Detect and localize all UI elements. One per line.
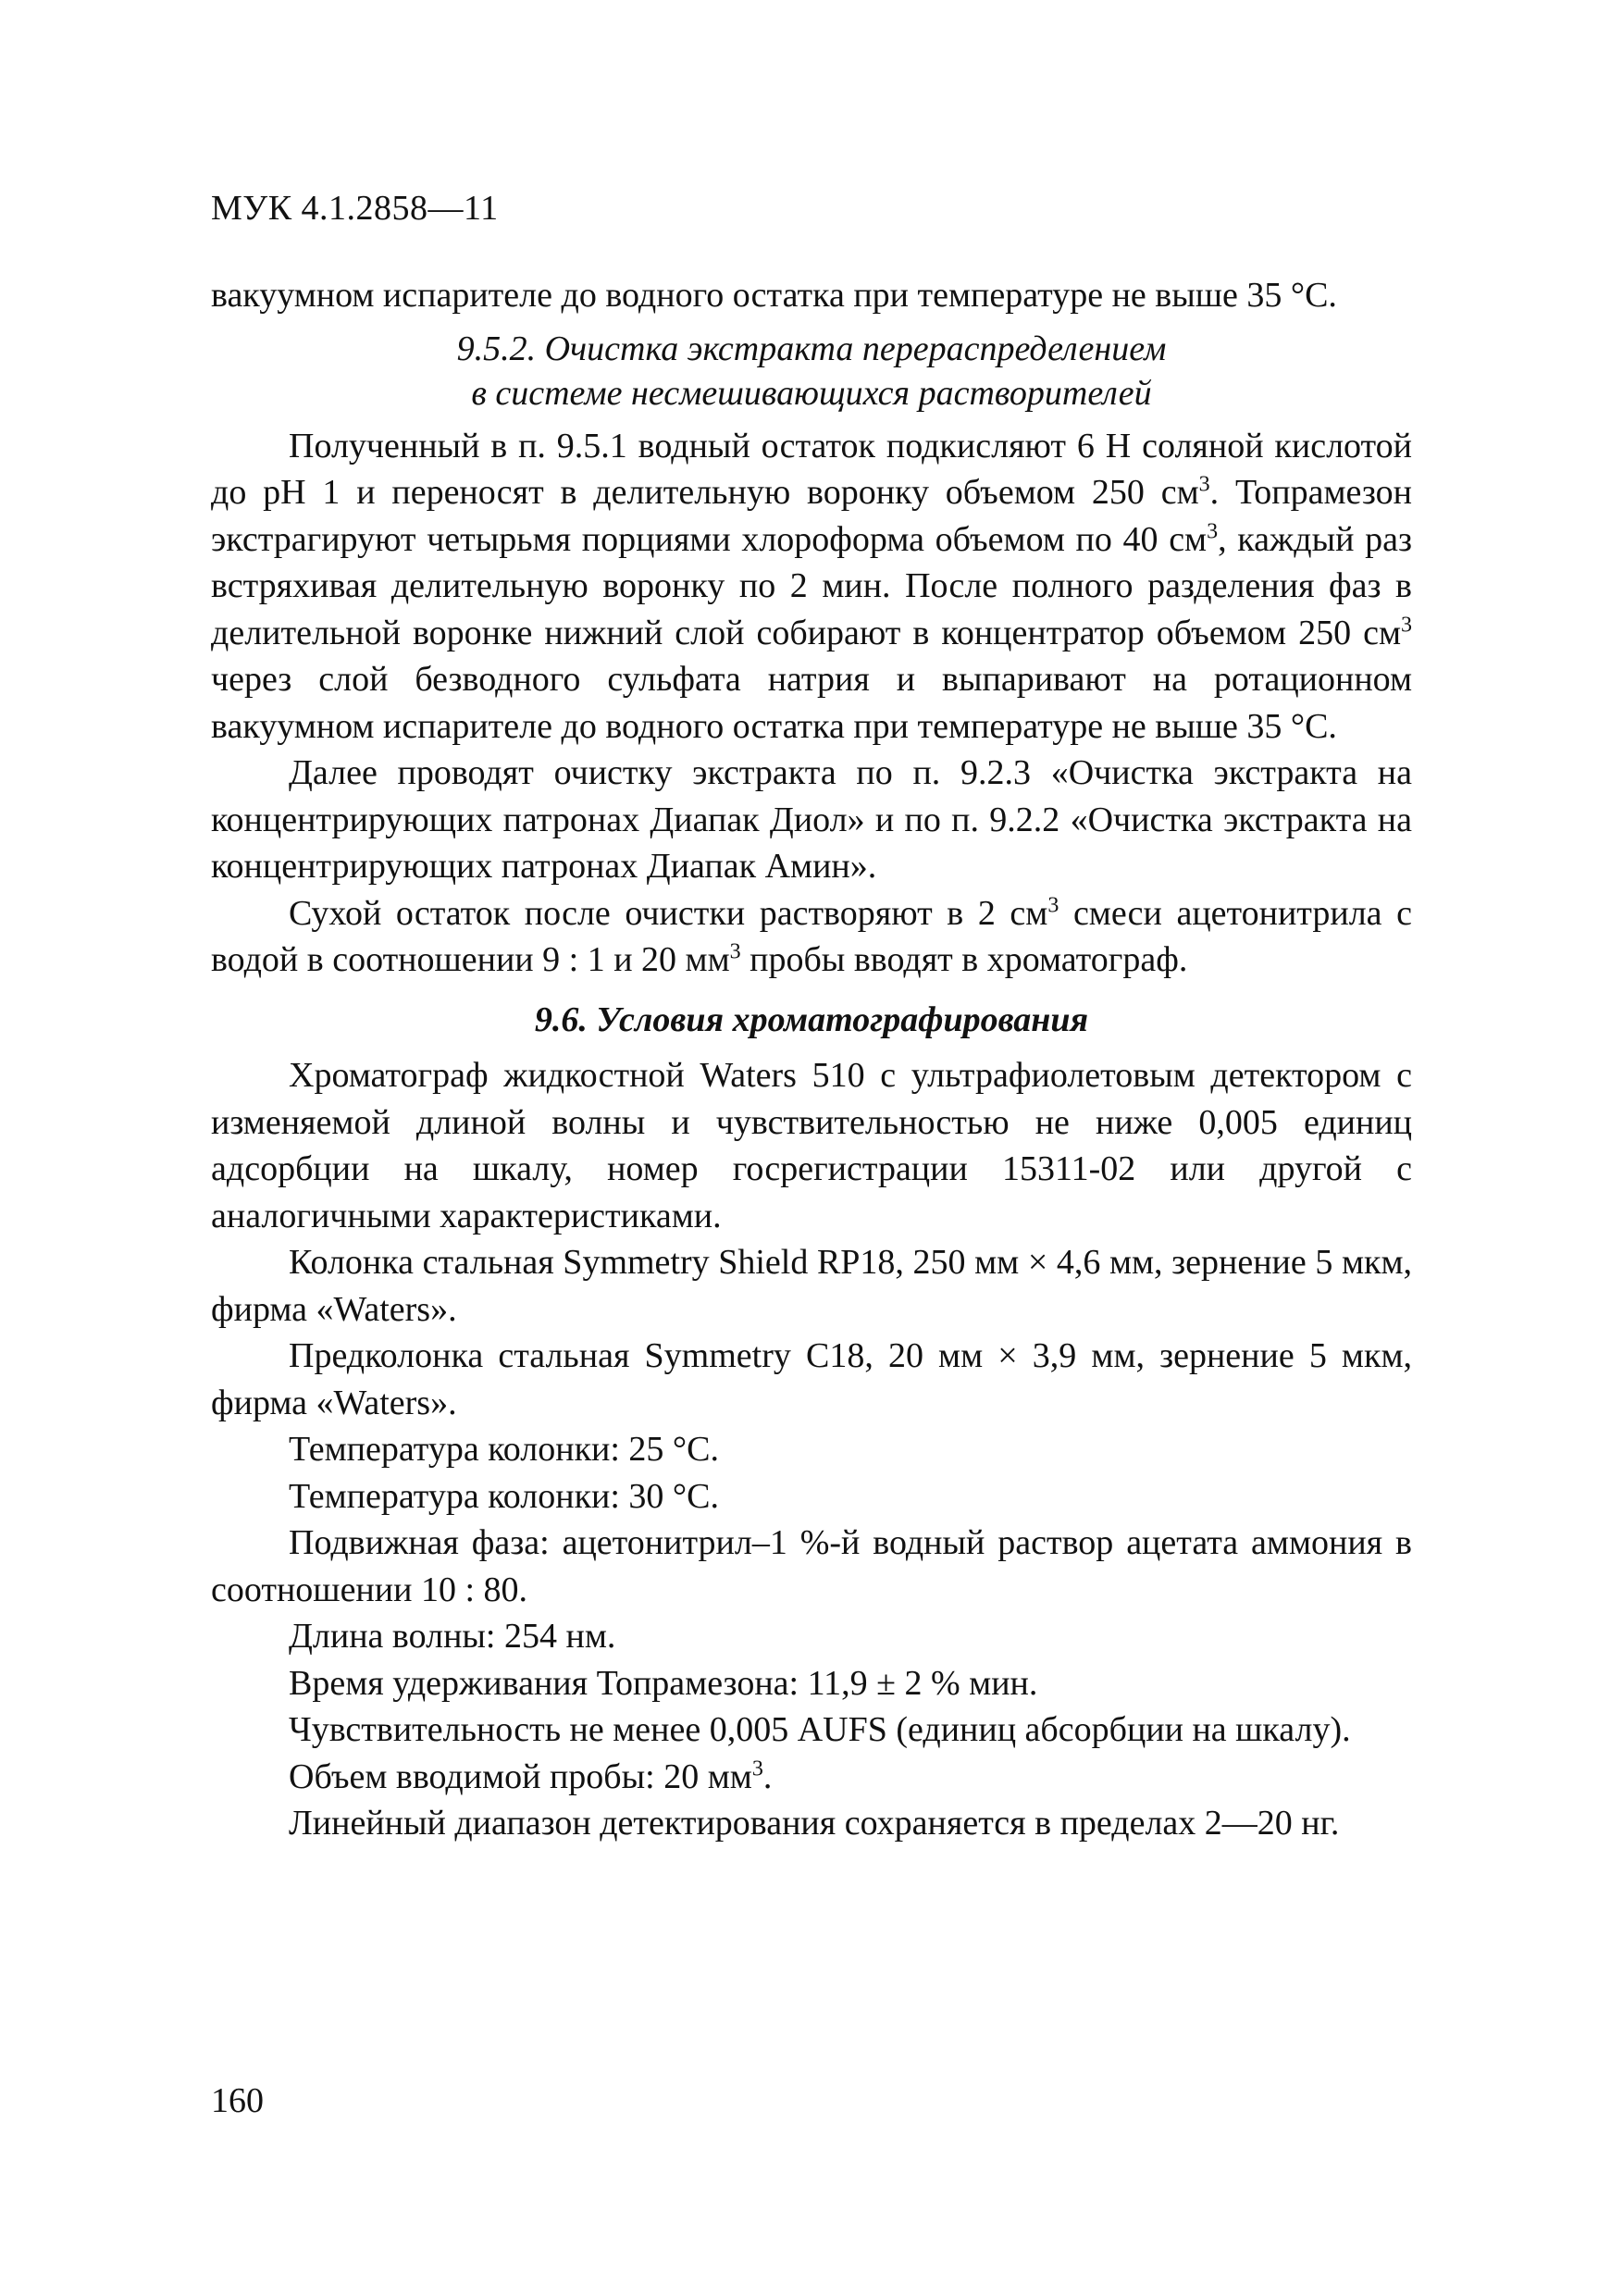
section-heading-9-6: 9.6. Условия хроматографирования (534, 999, 1089, 1039)
body-text (211, 272, 1412, 1847)
list-item: Чувствительность не менее 0,005 AUFS (единиц абсорбции на шкалу). (289, 1710, 1351, 1749)
superscript: 3 (1401, 612, 1412, 637)
list-item: Линейный диапазон детектирования сохраняется в пределах 2—20 нг. (289, 1804, 1340, 1843)
text-run: Объем вводимой пробы: 20 мм (289, 1756, 752, 1796)
list-item: Температура колонки: 25 °С. (289, 1430, 719, 1469)
paragraph-mobile-phase: Подвижная фаза: ацетонитрил–1 %-й водный раствор ацетата аммония в соотношении 10 : 80. (211, 1523, 1412, 1609)
superscript: 3 (751, 1756, 763, 1781)
text-run: , каждый раз встряхивая делительную воронку по 2 мин. После полного разделения фаз в делительной воронке нижний слой собирают в концентратор объемом 250 см (211, 519, 1412, 652)
text-run: Полученный в п. 9.5.1 водный остаток подкисляют 6 Н соляной кислотой до pH 1 и переносят в делительную воронку объемом 250 см (211, 426, 1412, 512)
section-heading-line: в системе несмешивающихся растворителей (471, 373, 1152, 413)
paragraph-cleanup: Далее проводят очистку экстракта по п. 9.2.3 «Очистка экстракта на концентрирующих патронах Диапак Диол» и по п. 9.2.2 «Очистка экстракта на концентрирующих патронах Диапак Амин». (211, 753, 1412, 886)
paragraph-extraction (211, 423, 1412, 751)
paragraph-precolumn: Предколонка стальная Symmetry C18, 20 мм × 3,9 мм, зернение 5 мкм, фирма «Waters». (211, 1336, 1412, 1422)
superscript: 3 (1207, 518, 1219, 543)
text-run: через слой безводного сульфата натрия и выпаривают на ротационном вакуумном испарителе до водного остатка при температуре не выше 35 °С. (211, 660, 1412, 746)
paragraph-chromatograph: Хроматограф жидкостной Waters 510 с ультрафиолетовым детектором с изменяемой длиной волны и чувствительностью не ниже 0,005 единиц адсорбции на шкалу, номер госрегистрации 15311-02 или другой с аналогичными характеристиками. (211, 1056, 1412, 1235)
list-item: Время удерживания Топрамезона: 11,9 ± 2 % мин. (289, 1663, 1038, 1703)
section-heading-line: 9.5.2. Очистка экстракта перераспределением (456, 329, 1167, 368)
superscript: 3 (1047, 892, 1059, 917)
text-run: пробы вводят в хроматограф. (740, 940, 1188, 979)
running-header: МУК 4.1.2858—11 (211, 189, 499, 228)
paragraph-continuation: вакуумном испарителе до водного остатка при температуре не выше 35 °С. (211, 276, 1337, 315)
list-item (211, 1754, 1412, 1801)
text-run: . (762, 1756, 773, 1796)
superscript: 3 (1198, 472, 1210, 497)
text-run: Сухой остаток после очистки растворяют в 2 см (289, 893, 1048, 933)
paragraph-column: Колонка стальная Symmetry Shield RP18, 250 мм × 4,6 мм, зернение 5 мкм, фирма «Waters». (211, 1243, 1412, 1329)
list-item: Температура колонки: 30 °С. (289, 1476, 719, 1516)
text-run: . Топрамезон экстрагируют четырьмя порциями хлороформа объемом по 40 см (211, 473, 1412, 559)
section-heading-9-5-2 (211, 327, 1412, 416)
paragraph-dry-residue (211, 890, 1412, 984)
text-run: смеси ацетонитрила с водой в соотношении 9 : 1 и 20 мм (211, 893, 1412, 979)
page-number: 160 (211, 2081, 264, 2120)
superscript: 3 (729, 939, 741, 964)
list-item: Длина волны: 254 нм. (289, 1617, 616, 1656)
